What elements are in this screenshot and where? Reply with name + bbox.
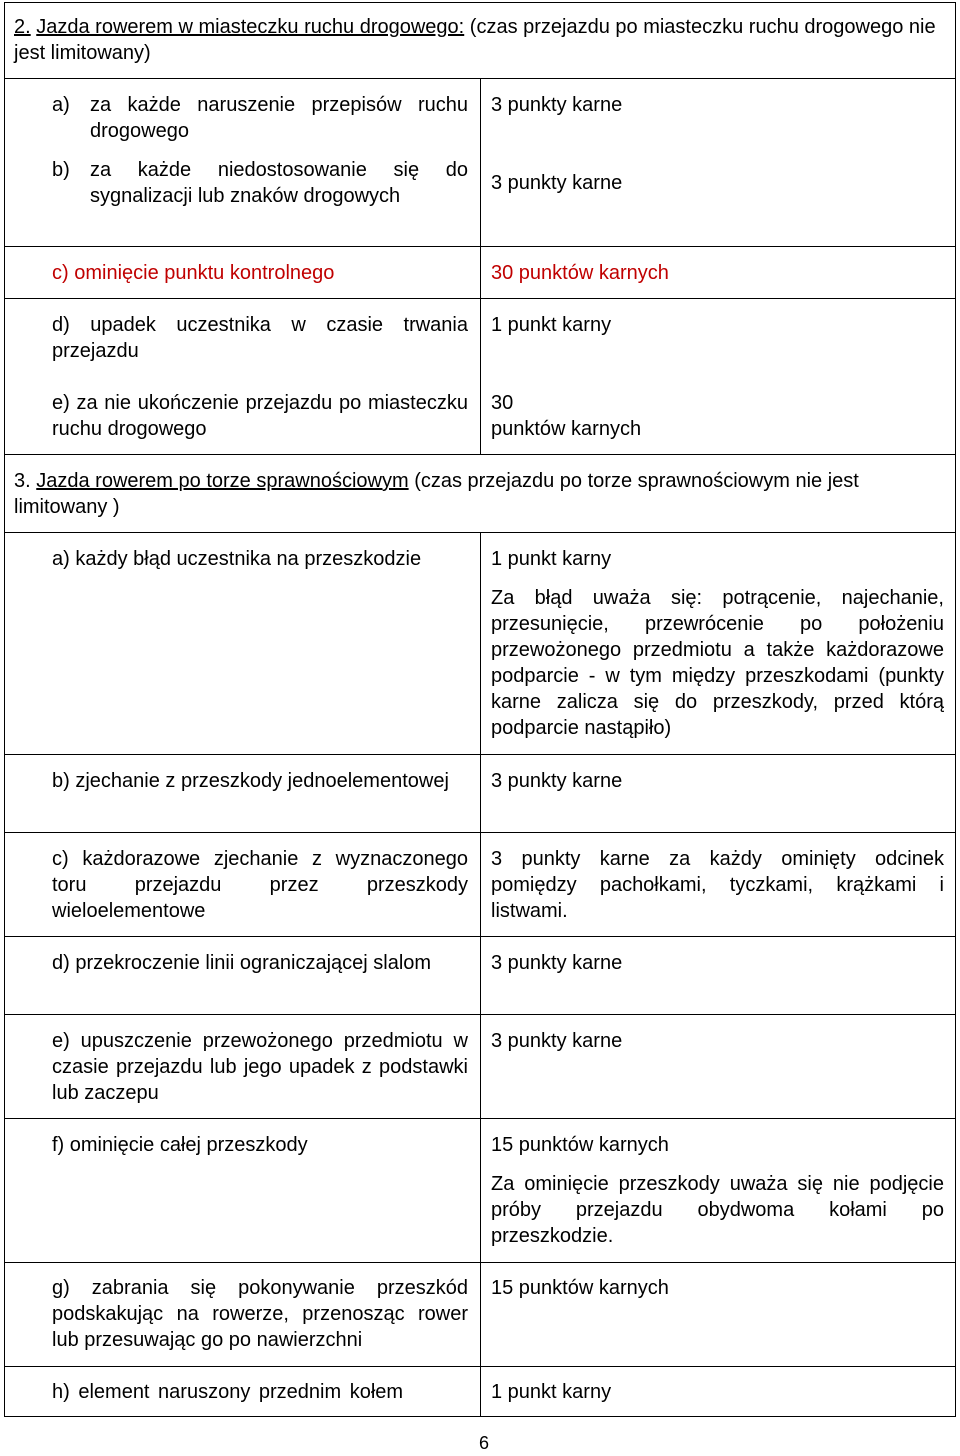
note-3a: Za błąd uważa się: potrącenie, najechanie, przesunięcie, przewrócenie po położeniu przewożonego przedmiotu a także każdorazowe podparcie - w tym między przeszkodami (punkty karne zalicza się do przeszkody, przed którą podparcie nastąpiło): [491, 587, 944, 739]
penalty-2e-value: 30: [491, 392, 514, 414]
rule-text: za każde naruszenie przepisów ruchu drogowego: [90, 94, 468, 142]
section-3-title: Jazda rowerem po torze sprawnościowym: [36, 470, 409, 492]
rule-text: za każde niedostosowanie się do sygnalizacji lub znaków drogowych: [90, 159, 468, 207]
rule-2c: c) ominięcie punktu kontrolnego: [52, 262, 335, 284]
page-number: 6: [478, 1433, 489, 1453]
penalty-3f: 15 punktów karnych: [491, 1134, 669, 1156]
rule-3d: d) przekroczenie linii ograniczającej slalom: [52, 952, 432, 974]
penalty-3e: 3 punkty karne: [491, 1030, 623, 1052]
section-2-heading: [14, 14, 948, 66]
section-2-subtitle: (czas przejazdu po miasteczku ruchu drogowego nie jest limitowany): [14, 16, 936, 64]
penalty-3d: 3 punkty karne: [491, 952, 623, 974]
table-border: [4, 2, 5, 1416]
section-2-number: 2.: [14, 16, 31, 38]
rule-3a: a) każdy błąd uczestnika na przeszkodzie: [52, 548, 422, 570]
penalty-2d: 1 punkt karny: [491, 314, 612, 336]
rule-2b: [52, 157, 468, 209]
column-divider: [480, 78, 481, 454]
rule-3g: g) zabrania się pokonywanie przeszkód podskakując na rowerze, przenosząc rower lub przesuwając go po nawierzchni: [52, 1277, 468, 1351]
penalty-3b: 3 punkty karne: [491, 770, 623, 792]
rule-3b: b) zjechanie z przeszkody jednoelementowej: [52, 770, 449, 792]
section-3-number: 3.: [14, 470, 31, 492]
table-border: [4, 1416, 956, 1417]
section-3-subtitle: (czas przejazdu po torze sprawnościowym nie jest limitowany ): [14, 470, 859, 518]
rule-2e: e) za nie ukończenie przejazdu po miasteczku ruchu drogowego: [52, 392, 468, 440]
penalty-2e-unit: punktów karnych: [491, 418, 642, 440]
rule-label: a): [52, 94, 70, 116]
section-3-heading: [14, 468, 948, 520]
table-border: [4, 2, 956, 3]
rule-3h: h) element naruszony przednim kołem: [52, 1381, 404, 1403]
section-2-title: Jazda rowerem w miasteczku ruchu drogowego:: [36, 16, 465, 38]
penalty-2c: 30 punktów karnych: [491, 262, 669, 284]
column-divider: [480, 532, 481, 1416]
table-border: [4, 454, 956, 455]
penalty-3h: 1 punkt karny: [491, 1381, 612, 1403]
table-border: [955, 2, 956, 1416]
rule-3f: f) ominięcie całej przeszkody: [52, 1134, 308, 1156]
penalty-3g: 15 punktów karnych: [491, 1277, 669, 1299]
rule-2a: [52, 92, 468, 144]
note-3f: Za ominięcie przeszkody uważa się nie podjęcie próby przejazdu obydwoma kołami po przeszkodzie.: [491, 1173, 944, 1247]
penalty-3a: 1 punkt karny: [491, 548, 612, 570]
rule-2d: d) upadek uczestnika w czasie trwania przejazdu: [52, 314, 468, 362]
penalty-2b: 3 punkty karne: [491, 172, 623, 194]
rule-label: b): [52, 159, 70, 181]
penalty-2a: 3 punkty karne: [491, 94, 623, 116]
rule-3e: e) upuszczenie przewożonego przedmiotu w czasie przejazdu lub jego upadek z podstawki lub zaczepu: [52, 1030, 468, 1104]
rule-3c: c) każdorazowe zjechanie z wyznaczonego toru przejazdu przez przeszkody wieloelementowe: [52, 848, 468, 922]
penalty-3c: 3 punkty karne za każdy ominięty odcinek pomiędzy pachołkami, tyczkami, krążkami i listwami.: [491, 848, 944, 922]
